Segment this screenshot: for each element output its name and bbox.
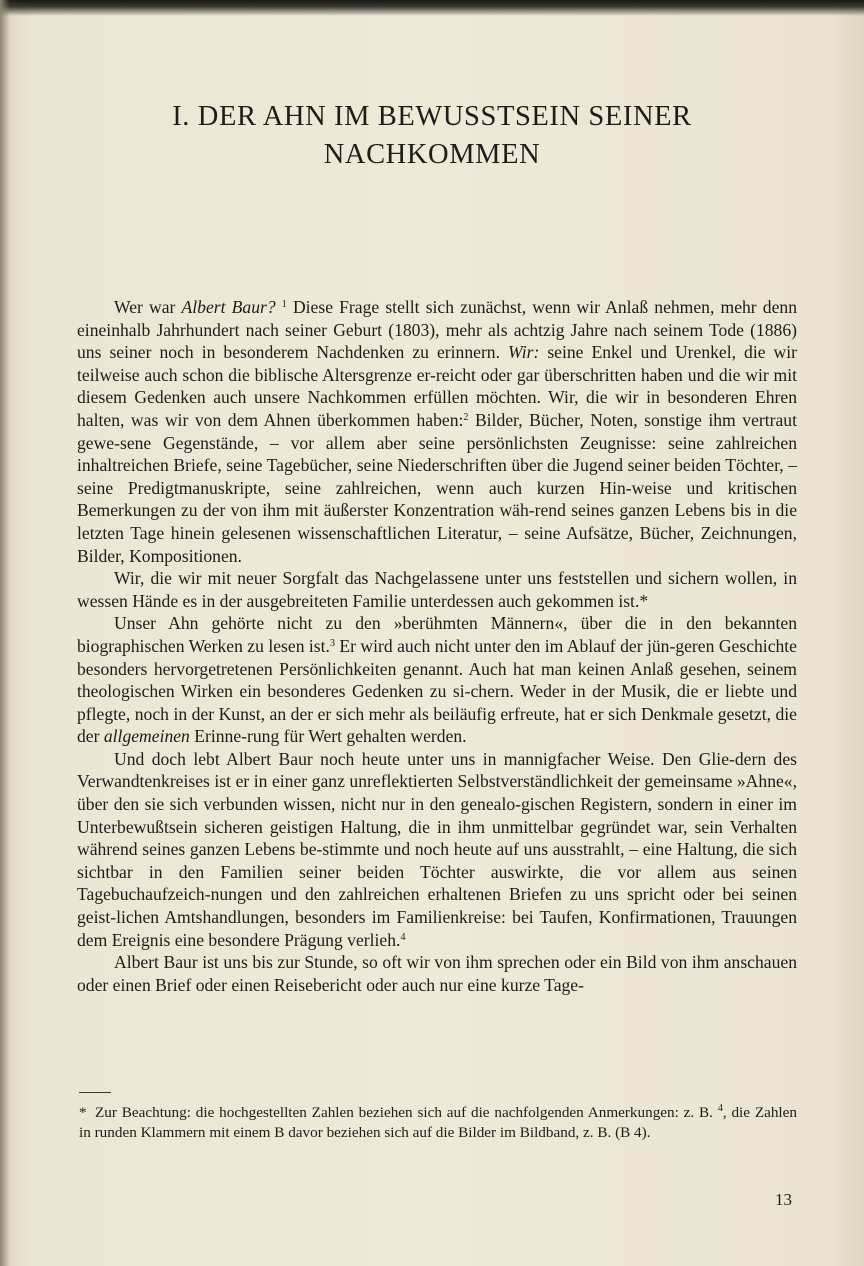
paragraph-2: Wir, die wir mit neuer Sorgfalt das Nachgelassene unter uns feststellen und sichern wollen, in wessen Hände es in der ausgebreiteten Familie unterdessen auch gekommen ist.*: [77, 568, 797, 611]
footnote-text-a: Zur Beachtung: die hochgestellten Zahlen beziehen sich auf die nachfolgenden Anmerkungen: z. B.: [95, 1104, 718, 1121]
footnote-superscript: 4: [717, 1103, 723, 1114]
footnote-ref-2: 2: [463, 411, 469, 423]
emphasis-allgemeinen: allgemeinen: [103, 726, 190, 747]
footnote-divider: [79, 1092, 111, 1093]
footnote-ref-4: 4: [400, 931, 406, 943]
footnote-ref-1: 1: [281, 299, 287, 310]
page-gutter-shadow: [0, 0, 10, 1266]
paragraph-3: [77, 612, 797, 748]
paragraph-1-part-d: Bilder, Bücher, Noten, sonstige ihm vertraut gewe-sene Gegenstände, – vor allem aber seine persönlichsten Zeugnisse: seine zahlreichen inhaltreichen Briefe, seine Tagebücher, seine Niederschriften über die Jugend seiner beiden Töchter, – seine Predigtmanuskripte, seine zahlreichen, wenn auch kurzen Hin-weise und kritischen Bemerkungen zu der von ihm mit äußerster Konzentration wäh-rend seines ganzen Lebens bis in die letzten Tage hinein gelesenen wissenschaftlichen Literatur, – seine Aufsätze, Bücher, Zeichnungen, Bilder, Kompositionen.: [77, 409, 797, 566]
paragraph-1-part-c: seine Enkel und Urenkel, die wir teilweise auch schon die biblische Altersgrenze er-reicht oder gar überschritten haben und die wir mit diesem Gedenken auch unsere Nachkommen erfüllen möchten. Wir, die wir in besonderen Ehren halten, was wir von dem Ahnen überkommen haben:: [77, 342, 798, 430]
paragraph-5: Albert Baur ist uns bis zur Stunde, so oft wir von ihm sprechen oder ein Bild von ihm anschauen oder einen Brief oder einen Reisebericht oder auch nur eine kurze Tage-: [77, 952, 797, 995]
paragraph-3-part-b: Er wird auch nicht unter den im Ablauf der jün-geren Geschichte besonders hervorgetretenen Persönlichkeiten genannt. Auch hat man keinen Anlaß gesehen, seinem theologischen Wirken ein besonderes Gedenken zu si-chern. Weder in der Musik, die er liebte und pflegte, noch in der Kunst, an der er sich mehr als beiläufig erfreute, hat er sich Denkmale gesetzt, die der: [77, 635, 797, 747]
paragraph-3-part-c: Erinne-rung für Wert gehalten werden.: [189, 726, 467, 747]
footnote-ref-3: 3: [329, 637, 335, 649]
paragraph-4-text: Und doch lebt Albert Baur noch heute unter uns in mannigfacher Weise. Den Glie-dern des Verwandtenkreises ist er in einer ganz unreflektierten Selbstverständlichkeit der gemeinsame »Ahne«, über den sie sich verbunden wissen, nicht nur in den genealo-gischen Registern, sondern in einer im Unterbewußtsein sicheren geistigen Haltung, die in ihm unmittelbar gegründet war, sein Verhalten während seines ganzen Lebens be-stimmte und noch heute auf uns ausstrahlt, – eine Haltung, die sich sichtbar in den Familien seiner beiden Töchter auswirkte, die vor allem aus seinen Tagebuchaufzeich-nungen und den zahlreichen erhaltenen Briefen zu uns spricht oder bei seinen geist-lichen Amtshandlungen, besonders im Familienkreise: bei Taufen, Konfirmationen, Trauungen dem Ereignis eine besondere Prägung verlieh.: [77, 748, 797, 950]
paragraph-4: [77, 748, 797, 951]
page-number: 13: [775, 1190, 792, 1209]
page-top-shadow: [0, 0, 864, 16]
name-albert-baur: Albert Baur?: [181, 297, 276, 317]
body-text: [77, 296, 797, 996]
chapter-title-line-2: NACHKOMMEN: [323, 139, 541, 170]
chapter-title-line-1: I. DER AHN IM BEWUSSTSEIN SEINER: [172, 101, 692, 132]
paragraph-3-part-a: Unser Ahn gehörte nicht zu den »berühmten Männern«, über die in den bekannten biographischen Werken zu lesen ist.: [77, 613, 797, 656]
paragraph-1: [77, 296, 797, 567]
emphasis-wir: Wir:: [508, 342, 540, 363]
footnote: [79, 1103, 797, 1142]
footnote-marker: *: [79, 1104, 87, 1121]
paragraph-1-part-a: Wer war: [114, 297, 182, 317]
paragraph-1-part-b: Diese Frage stellt sich zunächst, wenn wir Anlaß nehmen, mehr denn eineinhalb Jahrhundert nach seiner Geburt (1803), mehr als achtzig Jahre nach seinem Tode (1886) uns seiner noch in besonderem Nachdenken zu erinnern.: [77, 297, 798, 363]
footnote-text-b: , die Zahlen in runden Klammern mit einem B davor beziehen sich auf die Bilder im Bildband, z. B. (B 4).: [79, 1104, 797, 1141]
chapter-title: [110, 98, 754, 174]
